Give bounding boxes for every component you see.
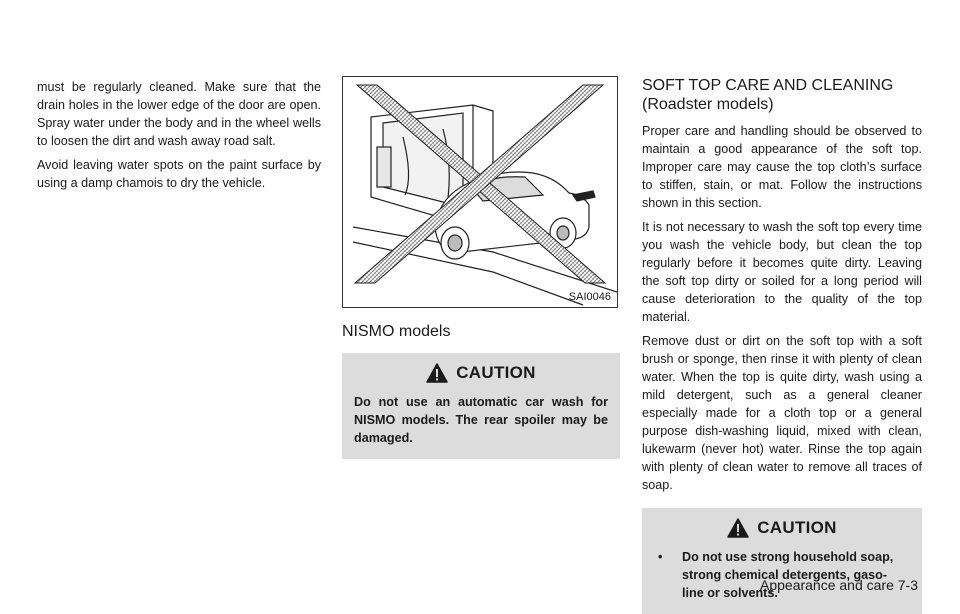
heading-soft-top-care: SOFT TOP CARE AND CLEANING (Roadster models) xyxy=(642,77,894,113)
left-column xyxy=(37,78,321,198)
caution-header xyxy=(654,518,910,538)
bullet: • xyxy=(658,550,663,564)
paragraph-soft-top-1: Proper care and handling should be observed to maintain a good appearance of the soft top. Improper care may cause the top cloth’s surface to stiffen, stain, or mat. Follow the instructions shown in this section. xyxy=(642,124,922,210)
page-footer: Appearance and care 7-3 xyxy=(760,577,918,593)
caution-list xyxy=(654,548,910,602)
caution-box-nismo xyxy=(342,353,620,459)
warning-triangle-icon xyxy=(727,518,749,538)
caution-text-nismo: Do not use an automatic car wash for NISMO models. The rear spoiler may be damaged. xyxy=(354,395,608,445)
caution-title: CAUTION xyxy=(757,518,837,537)
middle-column xyxy=(342,76,620,459)
car-wash-prohibited-illustration xyxy=(342,76,618,308)
paragraph-soft-top-3: Remove dust or dirt on the soft top with a soft brush or sponge, then rinse it with plenty of clean water. When the top is quite dirty, wash using a mild detergent, such as a general cleaner especially made for a cloth top or a general purpose dish-washing liquid, mixed with clean, lukewarm (never hot) water. Rinse the top again with plenty of clean water to remove all traces of soap. xyxy=(642,334,922,492)
car-wash-drawing xyxy=(343,77,617,307)
caution-header xyxy=(354,363,608,383)
warning-triangle-icon xyxy=(426,363,448,383)
paragraph-cleaning: must be regularly cleaned. Make sure that the drain holes in the lower edge of the door are open. Spray water under the body and in the wheel wells to loosen the dirt and wash away road salt. xyxy=(37,80,321,148)
figure-code: SAI0046 xyxy=(568,291,611,303)
paragraph-water-spots: Avoid leaving water spots on the paint surface by using a damp chamois to dry the vehicle. xyxy=(37,158,321,190)
caution-box-soft-top xyxy=(642,508,922,614)
heading-nismo-models: NISMO models xyxy=(342,323,451,340)
caution-title: CAUTION xyxy=(456,363,536,382)
right-column xyxy=(642,76,922,614)
paragraph-soft-top-2: It is not necessary to wash the soft top every time you wash the vehicle body, but clean the top regularly before it becomes quite dirty. Leaving the soft top dirty or soiled for a long period will cause deterioration to the quality of the top material. xyxy=(642,220,922,324)
caution-list-item xyxy=(654,548,910,602)
caution-item-text: Do not use strong household soap, strong chemical detergents, gaso- line or solvents. xyxy=(682,550,894,600)
